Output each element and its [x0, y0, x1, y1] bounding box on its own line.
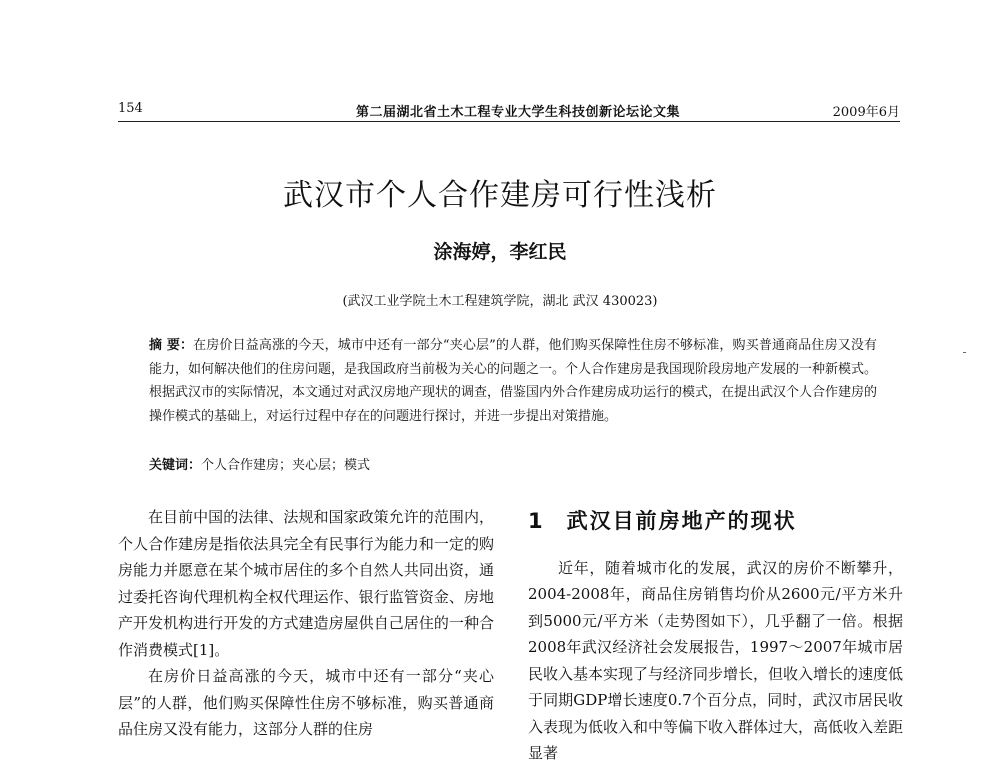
- abstract: [149, 334, 877, 428]
- running-header: [118, 101, 900, 119]
- scan-speck: [963, 352, 966, 353]
- journal-title: 第二届湖北省土木工程专业大学生科技创新论坛论文集: [355, 105, 680, 120]
- section-number: 1: [528, 509, 545, 533]
- section-heading: [528, 508, 903, 535]
- authors: 涂海婷，李红民: [433, 241, 567, 263]
- keywords-text: 个人合作建房；夹心层；模式: [201, 458, 371, 473]
- affiliation: (武汉工业学院土木工程建筑学院，湖北 武汉 430023): [342, 294, 658, 309]
- keywords: [149, 454, 877, 477]
- header-rule: [118, 121, 900, 122]
- page-number: 154: [118, 101, 143, 116]
- abstract-text: 在房价日益高涨的今天，城市中还有一部分“夹心层”的人群，他们购买保障性住房不够标准，购买普通商品住房又没有能力，如何解决他们的住房问题，是我国政府当前极为关心的问题之一。个人合作建房是我国现阶段房地产发展的一种新模式。根据武汉市的实际情况，本文通过对武汉房地产现状的调查，借鉴国内外合作建房成功运行的模式，在提出武汉个人合作建房的操作模式的基础上，对运行过程中存在的问题进行探讨，并进一步提出对策措施。: [149, 338, 878, 424]
- body-paragraph: 在目前中国的法律、法规和国家政策允许的范围内，个人合作建房是指依法具完全有民事行为能力和一定的购房能力并愿意在某个城市居住的多个自然人共同出资，通过委托咨询代理机构全权代理运作、银行监管资金、房地产开发机构进行开发的方式建造房屋供自己居住的一种合作消费模式[1]。: [118, 508, 494, 659]
- body-paragraph: 近年，随着城市化的发展，武汉的房价不断攀升，2004-2008年，商品住房销售均价从2600元/平方米升到5000元/平方米（走势图如下），几乎翻了一倍。根据2008年武汉经济社会发展报告，1997～2007年城市居民收入基本实现了与经济同步增长，但收入增长的速度低于同期GDP增长速度0.7个百分点，同时，武汉市居民收入表现为低收入和中等偏下收入群体过大，高低收入差距显著: [528, 558, 904, 762]
- paper-title: 武汉市个人合作建房可行性浅析: [283, 178, 717, 213]
- section-title: 武汉目前房地产的现状: [566, 509, 797, 533]
- left-column: [118, 504, 494, 743]
- body-paragraph: 在房价日益高涨的今天，城市中还有一部分“夹心层”的人群，他们购买保障性住房不够标准，购买普通商品住房又没有能力，这部分人群的住房: [118, 667, 494, 738]
- issue-date: 2009年6月: [832, 105, 900, 120]
- right-column: [528, 508, 903, 767]
- keywords-label: 关键词：: [149, 458, 202, 473]
- abstract-label: 摘 要：: [149, 338, 194, 353]
